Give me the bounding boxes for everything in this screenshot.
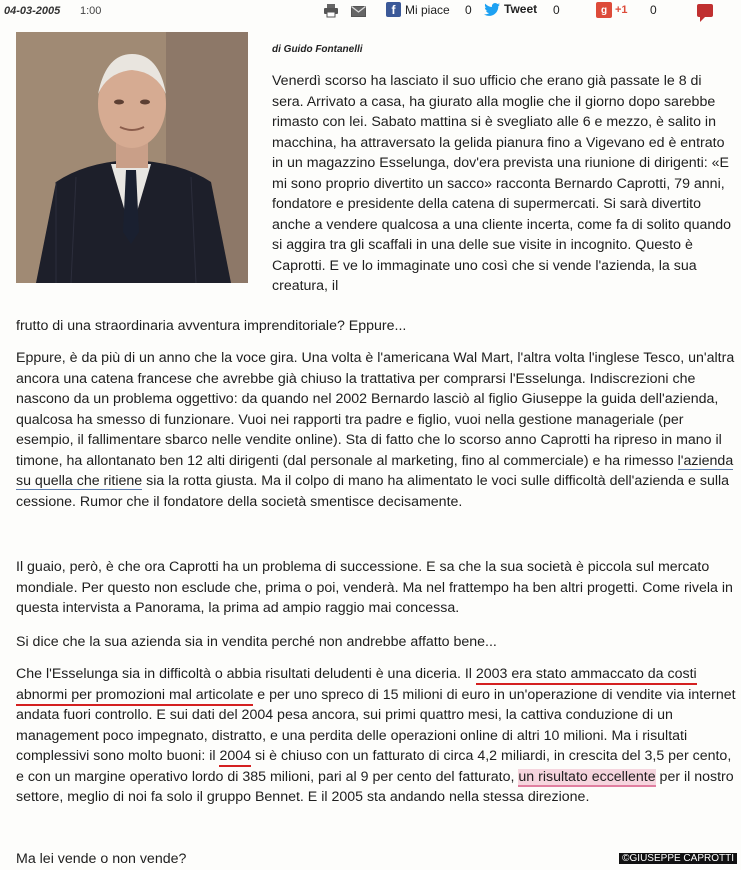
- answer-1-text-d: per il nostro settore, meglio di noi fa solo il gruppo Bennet. E il 2005 sta andando nella stessa direzione.: [16, 768, 734, 805]
- question-1: Si dice che la sua azienda sia in vendita perché non andrebbe affatto bene...: [16, 634, 497, 650]
- portrait-photo: [16, 32, 248, 283]
- paragraph-2-underlined: l'azienda su quella che ritiene: [16, 452, 734, 489]
- facebook-like-label: Mi piace: [405, 2, 450, 17]
- comment-icon[interactable]: [697, 4, 713, 17]
- article-time: 1:00: [80, 5, 102, 17]
- answer-1-text-b: e per uno spreco di 15 milioni di euro in un'operazione di vendite via internet andata fuori controllo. E sui dati del 2004 pesa ancora, sui primi quattro mesi, la cattiva conduzione di un management poco impegnato, distratto, e una perdita delle operazioni online di altri 10 milioni. Ma i risultati complessivi sono molto buoni: il: [16, 686, 736, 764]
- paragraph-2: [16, 348, 736, 512]
- share-toolbar: [0, 0, 741, 26]
- email-icon[interactable]: [349, 2, 367, 20]
- answer-1: [16, 664, 736, 808]
- facebook-icon: f: [386, 2, 401, 17]
- article-date: 04-03-2005: [4, 5, 61, 17]
- answer-1-text-c: si è chiuso con un fatturato di circa 4,2 miliardi, in crescita del 3,5 per cento, e con un margine operativo lordo di 385 milioni, pari al 9 per cento del fatturato,: [16, 748, 732, 785]
- intro-paragraph: Venerdì scorso ha lasciato il suo ufficio che erano già passate le 8 di sera. Arrivato a casa, ha giurato alla moglie che il giorno dopo sarebbe rimasto con lei. Sabato mattina si è svegliato alle 6 e mezzo, è salito in macchina, ha attraversato la gelida pianura fino a Vigevano ed è entrato in un magazzino Esselunga, dov'era prevista una riunione di dirigenti: «E mi sono proprio divertito un sacco» racconta Bernardo Caprotti, 79 anni, fondatore e presidente della catena di supermercati. Si sarà divertito anche a vendere qualcosa a una cliente incerta, come fa di solito quando si aggira tra gli scaffali in una delle sue visite in incognito. Questo è Caprotti. E ve lo immaginate uno così che si vende l'azienda, la sua creatura, il: [272, 73, 732, 294]
- paragraph-2-text-b: sia la rotta giusta. Ma il colpo di mano ha alimentato le voci sulle difficoltà dell'azienda e sulla cessione. Rumor che il fondatore della società smentisce decisamente.: [16, 473, 730, 510]
- tweet-count: 0: [553, 3, 560, 17]
- paragraph-2-text-a: Eppure, è da più di un anno che la voce gira. Una volta è l'americana Wal Mart, l'altra volta l'inglese Tesco, un'altra ancora una catena francese che avrebbe già chiuso la trattativa per comprarsi l'Esselunga. Indiscrezioni che nascono da un problema oggettivo: da quando nel 2002 Bernardo lasciò al figlio Giuseppe la guida dell'azienda, qualcosa ha smesso di funzionare. Vuoi nei rapporti tra padre e figlio, vuoi nella gestione manageriale (per esempio, il fallimentare sbarco nelle vendite online). Sta di fatto che lo scorso anno Caprotti ha ripreso in mano il timone, ha allontanato ben 12 alti dirigenti (dal personale al marketing, fino al commerciale) e ha rimesso: [16, 350, 735, 469]
- google-plus-icon: g: [596, 2, 612, 18]
- facebook-like-button[interactable]: [386, 2, 450, 17]
- print-icon[interactable]: [322, 2, 340, 20]
- twitter-icon: [484, 3, 500, 16]
- highlight-2003: 2003 era stato ammaccato da costi abnormi per promozioni mal articolate: [16, 666, 697, 706]
- paragraph-3: Il guaio, però, è che ora Caprotti ha un problema di successione. E sa che la sua società è piccola sul mercato mondiale. Per questo non esclude che, prima o poi, venderà. Ma nel frattempo ha ben altri progetti. Come rivela in questa intervista a Panorama, la prima ad ampio raggio mai concessa.: [16, 559, 733, 616]
- highlight-risultato: un risultato eccellente: [518, 768, 656, 785]
- google-plus-label: +1: [615, 4, 628, 16]
- google-plus-button[interactable]: [596, 2, 628, 18]
- tweet-label: Tweet: [504, 2, 538, 16]
- copyright-watermark: ©GIUSEPPE CAPROTTI: [619, 853, 737, 864]
- answer-1-text-a: Che l'Esselunga sia in difficoltà o abbia risultati deludenti è una diceria. Il: [16, 666, 476, 682]
- facebook-count: 0: [465, 3, 472, 17]
- highlight-2004: 2004: [219, 748, 251, 767]
- intro-paragraph-tail: frutto di una straordinaria avventura imprenditoriale? Eppure...: [16, 318, 407, 334]
- google-plus-count: 0: [650, 3, 657, 17]
- tweet-button[interactable]: [484, 2, 537, 16]
- byline: di Guido Fontanelli: [272, 44, 363, 55]
- question-2: Ma lei vende o non vende?: [16, 851, 187, 867]
